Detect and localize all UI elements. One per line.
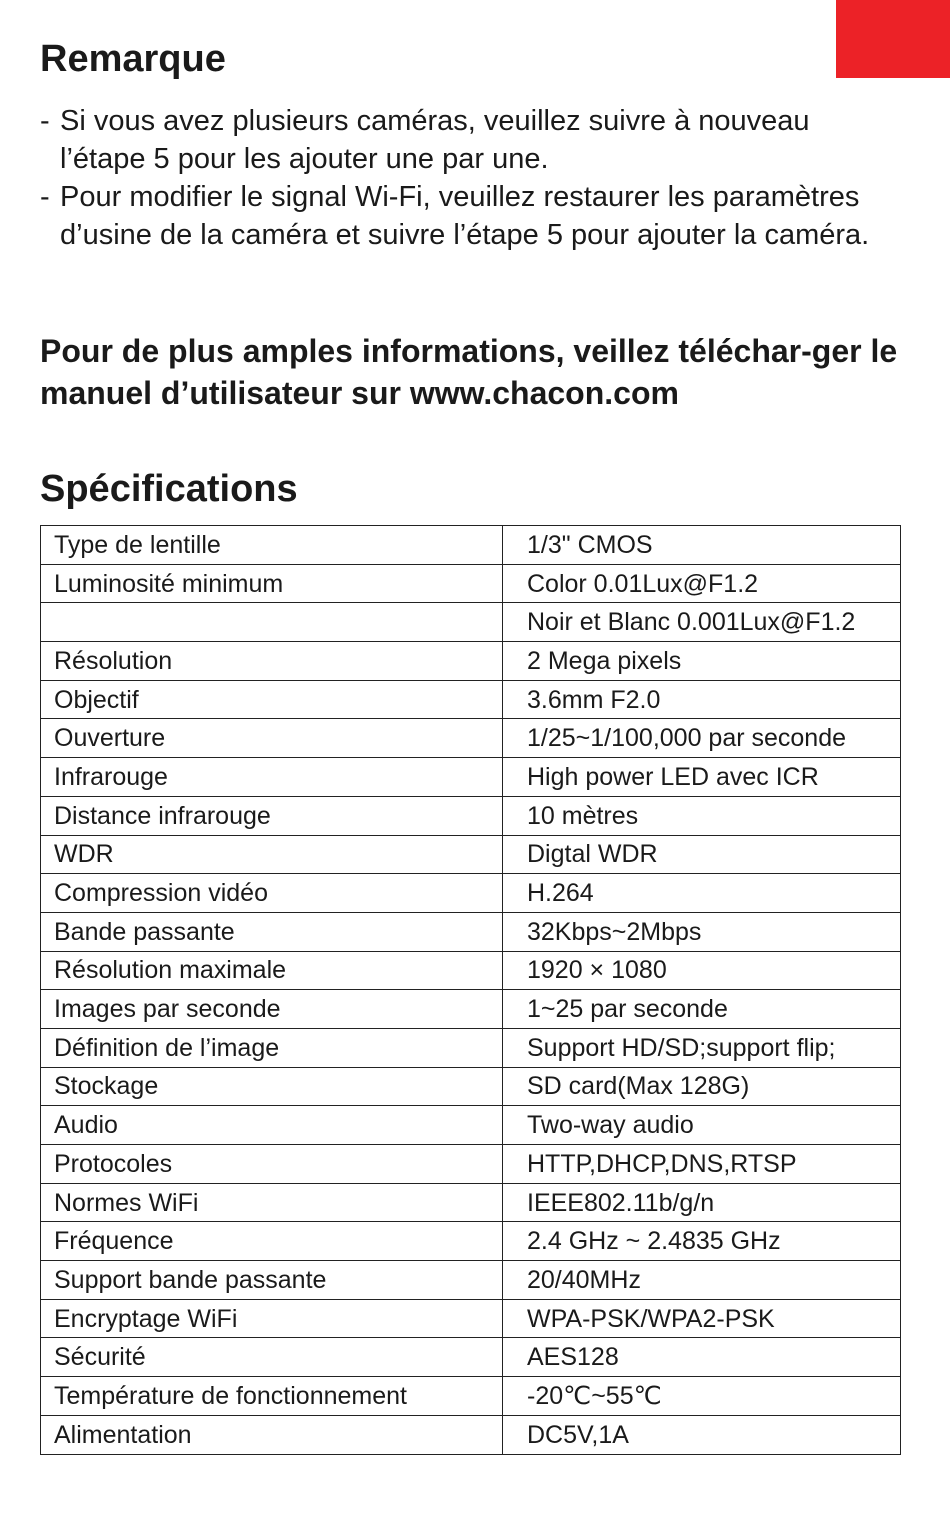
spec-label: Encryptage WiFi bbox=[41, 1299, 503, 1338]
spec-value: 1/3" CMOS bbox=[503, 526, 901, 565]
spec-row bbox=[41, 1145, 901, 1184]
remarque-list bbox=[40, 102, 900, 254]
spec-row bbox=[41, 990, 901, 1029]
spec-row bbox=[41, 1299, 901, 1338]
remarque-heading: Remarque bbox=[40, 38, 226, 80]
spec-value: 2 Mega pixels bbox=[503, 642, 901, 681]
spec-row bbox=[41, 1106, 901, 1145]
spec-row bbox=[41, 1183, 901, 1222]
spec-label: Compression vidéo bbox=[41, 874, 503, 913]
spec-label: Distance infrarouge bbox=[41, 796, 503, 835]
spec-label: Bande passante bbox=[41, 912, 503, 951]
spec-row bbox=[41, 1415, 901, 1454]
spec-label: Protocoles bbox=[41, 1145, 503, 1184]
spec-row bbox=[41, 874, 901, 913]
specifications-heading: Spécifications bbox=[40, 468, 298, 510]
spec-value: DC5V,1A bbox=[503, 1415, 901, 1454]
spec-value: 1~25 par seconde bbox=[503, 990, 901, 1029]
spec-row bbox=[41, 1261, 901, 1300]
spec-row bbox=[41, 951, 901, 990]
spec-row bbox=[41, 1377, 901, 1416]
spec-row bbox=[41, 1338, 901, 1377]
spec-label: Résolution bbox=[41, 642, 503, 681]
spec-label: Fréquence bbox=[41, 1222, 503, 1261]
remarque-item bbox=[40, 178, 900, 254]
bullet-dash: - bbox=[40, 181, 50, 213]
spec-row bbox=[41, 758, 901, 797]
spec-row bbox=[41, 1222, 901, 1261]
spec-value: Noir et Blanc 0.001Lux@F1.2 bbox=[503, 603, 901, 642]
spec-value: High power LED avec ICR bbox=[503, 758, 901, 797]
spec-row bbox=[41, 564, 901, 603]
spec-label: Résolution maximale bbox=[41, 951, 503, 990]
specifications-table bbox=[40, 525, 901, 1455]
spec-value: 2.4 GHz ~ 2.4835 GHz bbox=[503, 1222, 901, 1261]
spec-label: Définition de l’image bbox=[41, 1028, 503, 1067]
spec-label: Température de fonctionnement bbox=[41, 1377, 503, 1416]
spec-row bbox=[41, 642, 901, 681]
spec-label: Alimentation bbox=[41, 1415, 503, 1454]
spec-value: Support HD/SD;support flip; bbox=[503, 1028, 901, 1067]
remarque-item bbox=[40, 102, 900, 178]
spec-label: WDR bbox=[41, 835, 503, 874]
spec-value: Color 0.01Lux@F1.2 bbox=[503, 564, 901, 603]
spec-label: Infrarouge bbox=[41, 758, 503, 797]
specifications-table-body bbox=[41, 526, 901, 1455]
spec-label: Ouverture bbox=[41, 719, 503, 758]
spec-label: Stockage bbox=[41, 1067, 503, 1106]
spec-value: HTTP,DHCP,DNS,RTSP bbox=[503, 1145, 901, 1184]
red-corner-tab bbox=[836, 0, 950, 78]
spec-row bbox=[41, 680, 901, 719]
spec-value: 1/25~1/100,000 par seconde bbox=[503, 719, 901, 758]
spec-value: 10 mètres bbox=[503, 796, 901, 835]
bullet-dash: - bbox=[40, 105, 50, 137]
spec-label: Objectif bbox=[41, 680, 503, 719]
spec-value: AES128 bbox=[503, 1338, 901, 1377]
spec-label: Images par seconde bbox=[41, 990, 503, 1029]
spec-label: Type de lentille bbox=[41, 526, 503, 565]
spec-label: Audio bbox=[41, 1106, 503, 1145]
spec-row bbox=[41, 1067, 901, 1106]
spec-value: 1920 × 1080 bbox=[503, 951, 901, 990]
spec-row bbox=[41, 719, 901, 758]
spec-row bbox=[41, 1028, 901, 1067]
spec-label: Support bande passante bbox=[41, 1261, 503, 1300]
more-info-text: Pour de plus amples informations, veillez téléchar-ger le manuel d’utilisateur sur www.chacon.com bbox=[40, 333, 898, 411]
spec-row bbox=[41, 603, 901, 642]
spec-value: Two-way audio bbox=[503, 1106, 901, 1145]
spec-value: 20/40MHz bbox=[503, 1261, 901, 1300]
spec-value: H.264 bbox=[503, 874, 901, 913]
spec-value: 32Kbps~2Mbps bbox=[503, 912, 901, 951]
spec-value: WPA-PSK/WPA2-PSK bbox=[503, 1299, 901, 1338]
spec-value: -20℃~55℃ bbox=[503, 1377, 901, 1416]
spec-value: IEEE802.11b/g/n bbox=[503, 1183, 901, 1222]
spec-row bbox=[41, 796, 901, 835]
spec-label: Luminosité minimum bbox=[41, 564, 503, 603]
spec-row bbox=[41, 835, 901, 874]
spec-value: 3.6mm F2.0 bbox=[503, 680, 901, 719]
spec-label: Normes WiFi bbox=[41, 1183, 503, 1222]
spec-row bbox=[41, 526, 901, 565]
spec-row bbox=[41, 912, 901, 951]
spec-label bbox=[41, 603, 503, 642]
spec-label: Sécurité bbox=[41, 1338, 503, 1377]
spec-value: Digtal WDR bbox=[503, 835, 901, 874]
remarque-item-text: Pour modifier le signal Wi-Fi, veuillez restaurer les paramètres d’usine de la caméra et suivre l’étape 5 pour ajouter la caméra. bbox=[60, 181, 870, 251]
spec-value: SD card(Max 128G) bbox=[503, 1067, 901, 1106]
remarque-item-text: Si vous avez plusieurs caméras, veuillez suivre à nouveau l’étape 5 pour les ajouter une par une. bbox=[60, 105, 810, 175]
